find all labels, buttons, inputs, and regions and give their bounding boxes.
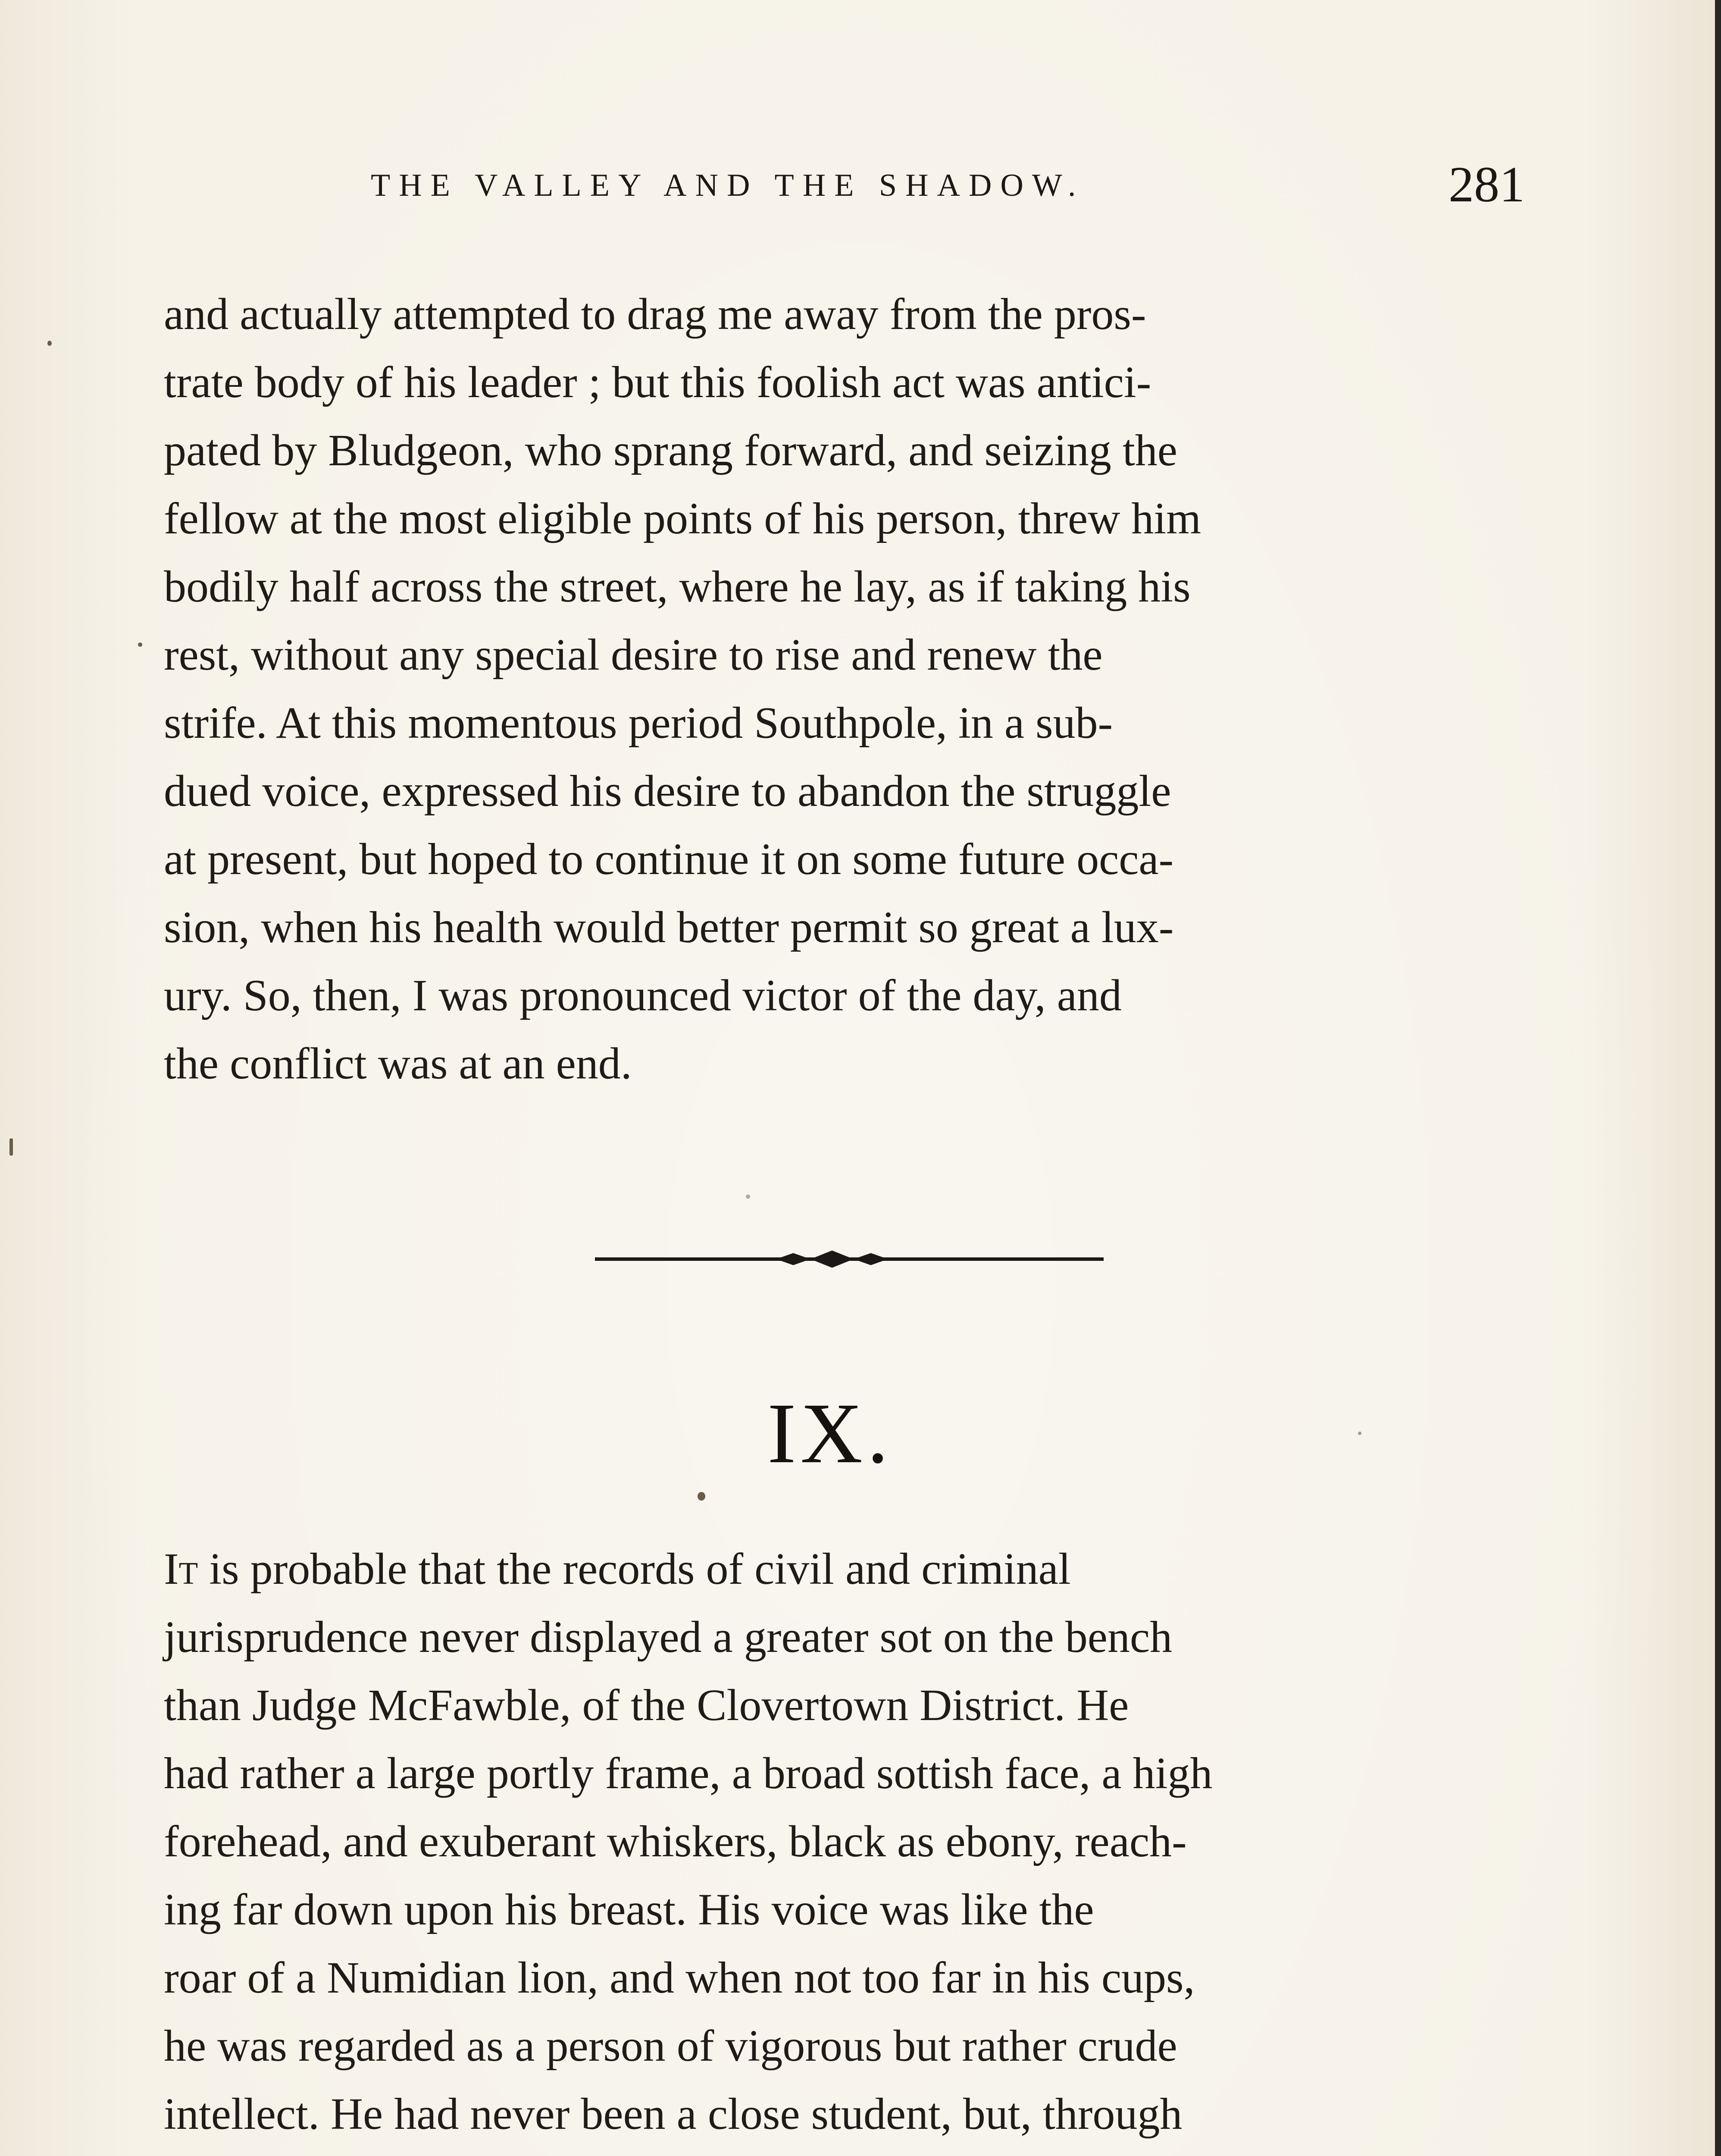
paper-speck bbox=[746, 1194, 750, 1199]
section-divider-ornament bbox=[595, 1242, 1104, 1276]
paragraph-continued: and actually attempted to drag me away from the pros- trate body of his leader ; but this foolish act was antici- pated by Bludgeon, who sprang forward, and seizing the fellow at the most eligible points of his person, threw him bodily half across the street, where he lay, as if taking his rest, without any special desire to rise and renew the strife. At this momentous period Southpole, in a sub- dued voice, expressed his desire to abandon the struggle at present, but hoped to continue it on some future occa- sion, when his health would better permit so great a lux- ury. So, then, I was pronounced victor of the day, and the conflict was at an end. bbox=[164, 289, 1202, 1088]
paper-speck bbox=[698, 1492, 705, 1501]
paper-speck bbox=[47, 341, 52, 346]
paper-speck bbox=[138, 642, 142, 647]
chapter-opening-paragraph bbox=[164, 1535, 1522, 2156]
paper-speck bbox=[9, 1138, 13, 1156]
running-head: THE VALLEY AND THE SHADOW. bbox=[371, 168, 1085, 203]
paper-speck bbox=[1358, 1432, 1361, 1435]
opening-word: It bbox=[164, 1544, 198, 1594]
chapter-paragraph-text: is probable that the records of civil and criminal jurisprudence never displayed a greater sot on the bench than Judge McFawble, of the Clovertown District. He had rather a large portly frame, a broad sottish face, a high forehead, and exuberant whiskers, black as ebony, reach- ing far down upon his breast. His voice was like the roar of a Numidian lion, and when not too far in his cups, he was regarded as a person of vigorous but rather crude intellect. He had never been a close student, but, through bbox=[164, 1544, 1213, 2139]
chapter-heading: IX. bbox=[767, 1386, 893, 1481]
page-edge-shadow bbox=[1715, 0, 1721, 2156]
page-number: 281 bbox=[1449, 156, 1525, 213]
